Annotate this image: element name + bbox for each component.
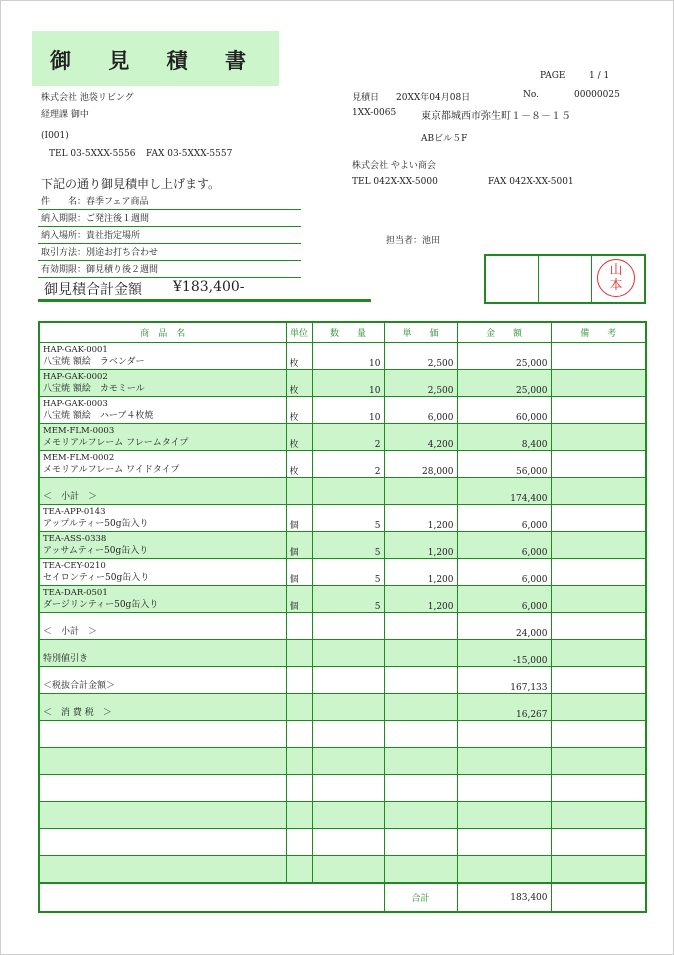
total-amount-label: 御見積合計金額 [44, 282, 142, 298]
cell-note [551, 478, 646, 505]
total-amount: 183,400 [457, 883, 551, 912]
cell-note [551, 451, 646, 478]
cell-note [551, 667, 646, 694]
item-code: MEM-FLM-0003 [43, 426, 115, 436]
cell-amount: 6,000 [457, 532, 551, 559]
cell-price [384, 829, 457, 856]
cell-price [384, 640, 457, 667]
cell-price: 1,200 [384, 586, 457, 613]
total-amount-block [38, 277, 371, 302]
cell-qty [312, 640, 384, 667]
cell-item [39, 640, 286, 667]
cell-unit: 枚 [286, 343, 312, 370]
item-name: 特別値引き [43, 654, 89, 664]
cell-amount [457, 721, 551, 748]
cell-qty [312, 748, 384, 775]
stamp-divider [538, 256, 539, 302]
cell-qty [312, 829, 384, 856]
cell-unit [286, 613, 312, 640]
item-name: ＜ 消 費 税 ＞ [43, 708, 112, 718]
cell-item [39, 343, 286, 370]
item-code: MEM-FLM-0002 [43, 453, 115, 463]
cell-price [384, 694, 457, 721]
issuer-company: 株式会社 やよい商会 [352, 161, 436, 171]
table-row [39, 505, 646, 532]
cell-amount [457, 829, 551, 856]
cell-item [39, 667, 286, 694]
cell-note [551, 613, 646, 640]
item-name: ＜ 小計 ＞ [43, 627, 98, 637]
item-name: 八宝焼 額絵 カモミール [43, 384, 145, 394]
cell-qty [312, 775, 384, 802]
intro-text: 下記の通り御見積申し上げます。 [41, 177, 221, 191]
cell-amount: 8,400 [457, 424, 551, 451]
table-row [39, 802, 646, 829]
cell-unit [286, 748, 312, 775]
item-name: セイロンティー50g缶入り [43, 573, 150, 583]
cell-item [39, 829, 286, 856]
cell-note [551, 559, 646, 586]
item-name: メモリアルフレーム ワイドタイプ [43, 465, 180, 475]
item-code: TEA-APP-0143 [43, 507, 106, 517]
cell-qty: 10 [312, 343, 384, 370]
item-name: アップルティー50g缶入り [43, 519, 149, 529]
total-spacer [39, 883, 384, 912]
items-table [38, 321, 647, 913]
cell-qty: 10 [312, 397, 384, 424]
total-note [551, 883, 646, 912]
client-company: 株式会社 池袋リビング [41, 93, 134, 103]
cell-note [551, 721, 646, 748]
issuer-tel: TEL 042X-XX-5000 [352, 177, 438, 187]
cell-amount: -15,000 [457, 640, 551, 667]
cell-amount [457, 775, 551, 802]
cell-qty: 2 [312, 451, 384, 478]
cell-price [384, 802, 457, 829]
approval-stamp-box [484, 254, 646, 304]
cell-amount: 60,000 [457, 397, 551, 424]
cell-amount: 16,267 [457, 694, 551, 721]
table-row [39, 613, 646, 640]
cell-amount: 25,000 [457, 370, 551, 397]
cell-unit: 個 [286, 559, 312, 586]
item-name: ＜税抜合計金額＞ [43, 681, 116, 691]
cell-unit: 枚 [286, 451, 312, 478]
cell-note [551, 775, 646, 802]
cell-item [39, 424, 286, 451]
item-name: ＜ 小計 ＞ [43, 492, 98, 502]
header-price: 単 価 [384, 322, 457, 343]
issuer-person: 担当者：池田 [386, 236, 441, 246]
cell-price [384, 721, 457, 748]
cell-price [384, 775, 457, 802]
issuer-postal: 1XX-0065 [352, 108, 397, 118]
cell-item [39, 370, 286, 397]
cell-qty [312, 856, 384, 884]
cell-unit: 個 [286, 532, 312, 559]
cell-amount [457, 748, 551, 775]
cell-item [39, 775, 286, 802]
cell-qty: 10 [312, 370, 384, 397]
quote-date: 20XX年04月08日 [396, 93, 471, 103]
cell-price: 1,200 [384, 559, 457, 586]
condition-row: 取引方法：別途お打ち合わせ [38, 244, 301, 261]
cell-item [39, 802, 286, 829]
cell-qty [312, 667, 384, 694]
table-row [39, 586, 646, 613]
table-row [39, 397, 646, 424]
quote-date-label: 見積日 [352, 93, 380, 103]
cell-note [551, 505, 646, 532]
issuer-fax: FAX 042X-XX-5001 [488, 177, 574, 187]
issuer-address: 東京都城西市弥生町１－８－１５ [421, 111, 571, 122]
cell-unit [286, 478, 312, 505]
item-name: 八宝焼 額絵 ハーブ４枚焼 [43, 411, 154, 421]
cell-price: 6,000 [384, 397, 457, 424]
cell-unit [286, 640, 312, 667]
table-header-row [39, 322, 646, 343]
cell-price [384, 478, 457, 505]
cell-unit [286, 694, 312, 721]
client-dept: 経理課 御中 [41, 110, 89, 120]
table-row [39, 667, 646, 694]
cell-item [39, 748, 286, 775]
table-row [39, 532, 646, 559]
cell-qty: 2 [312, 424, 384, 451]
cell-price: 1,200 [384, 505, 457, 532]
item-code: TEA-ASS-0338 [43, 534, 107, 544]
cell-price: 4,200 [384, 424, 457, 451]
cell-price: 28,000 [384, 451, 457, 478]
cell-qty: 5 [312, 586, 384, 613]
table-row [39, 856, 646, 884]
cell-price [384, 667, 457, 694]
total-row [39, 883, 646, 912]
total-amount-value: ¥183,400- [173, 279, 245, 295]
cell-amount: 24,000 [457, 613, 551, 640]
cell-unit [286, 802, 312, 829]
item-code: TEA-DAR-0501 [43, 588, 108, 598]
condition-row: 納入期限：ご発注後１週間 [38, 210, 301, 227]
table-row [39, 478, 646, 505]
cell-note [551, 748, 646, 775]
table-row [39, 748, 646, 775]
table-row [39, 694, 646, 721]
table-row [39, 829, 646, 856]
cell-unit [286, 721, 312, 748]
header-qty: 数 量 [312, 322, 384, 343]
cell-note [551, 424, 646, 451]
issuer-building: ABビル５F [421, 134, 468, 144]
item-code: HAP-GAK-0003 [43, 399, 108, 409]
condition-row: 有効期限：御見積り後２週間 [38, 261, 301, 278]
client-fax: FAX 03-5XXX-5557 [146, 149, 233, 159]
cell-note [551, 397, 646, 424]
cell-item [39, 694, 286, 721]
page-label: PAGE [540, 71, 566, 81]
cell-amount: 167,133 [457, 667, 551, 694]
cell-note [551, 640, 646, 667]
table-row [39, 721, 646, 748]
cell-qty: 5 [312, 505, 384, 532]
cell-price [384, 613, 457, 640]
page-number: 1 / 1 [589, 71, 610, 81]
item-code: HAP-GAK-0002 [43, 372, 108, 382]
item-code: TEA-CEY-0210 [43, 561, 106, 571]
item-name: アッサムティー50g缶入り [43, 546, 149, 556]
cell-unit: 枚 [286, 370, 312, 397]
cell-note [551, 802, 646, 829]
cell-item [39, 586, 286, 613]
cell-unit: 枚 [286, 424, 312, 451]
table-row [39, 370, 646, 397]
cell-qty: 5 [312, 559, 384, 586]
cell-note [551, 343, 646, 370]
cell-amount: 56,000 [457, 451, 551, 478]
cell-item [39, 532, 286, 559]
header-note: 備 考 [551, 322, 646, 343]
client-tel: TEL 03-5XXX-5556 [49, 149, 136, 159]
table-row [39, 343, 646, 370]
quote-no-label: No. [523, 90, 539, 100]
cell-note [551, 532, 646, 559]
cell-item [39, 397, 286, 424]
hanko-seal: 山 本 [597, 259, 635, 297]
cell-price: 1,200 [384, 532, 457, 559]
header-name: 商 品 名 [39, 322, 286, 343]
cell-unit [286, 856, 312, 884]
cell-item [39, 856, 286, 884]
cell-unit [286, 829, 312, 856]
condition-row: 納入場所：貴社指定場所 [38, 227, 301, 244]
quote-no: 00000025 [574, 90, 620, 100]
cell-qty [312, 802, 384, 829]
item-name: メモリアルフレーム フレームタイプ [43, 438, 189, 448]
cell-amount: 6,000 [457, 505, 551, 532]
cell-item [39, 478, 286, 505]
header-amount: 金 額 [457, 322, 551, 343]
cell-qty [312, 694, 384, 721]
cell-price: 2,500 [384, 370, 457, 397]
table-row [39, 775, 646, 802]
cell-item [39, 613, 286, 640]
client-code: (I001) [41, 131, 69, 141]
cell-note [551, 370, 646, 397]
cell-amount: 25,000 [457, 343, 551, 370]
table-row [39, 424, 646, 451]
cell-price: 2,500 [384, 343, 457, 370]
table-row [39, 640, 646, 667]
cell-qty [312, 613, 384, 640]
document-title: 御 見 積 書 [50, 49, 261, 73]
cell-item [39, 505, 286, 532]
header-unit: 単位 [286, 322, 312, 343]
cell-note [551, 856, 646, 884]
item-name: ダージリンティー50g缶入り [43, 600, 159, 610]
cell-note [551, 694, 646, 721]
cell-unit: 個 [286, 586, 312, 613]
cell-qty [312, 478, 384, 505]
table-row [39, 451, 646, 478]
condition-row: 件 名：春季フェア商品 [38, 193, 301, 210]
item-name: 八宝焼 額絵 ラベンダー [43, 357, 145, 367]
total-label: 合計 [384, 883, 457, 912]
table-row [39, 559, 646, 586]
cell-item [39, 559, 286, 586]
cell-amount: 6,000 [457, 586, 551, 613]
cell-note [551, 829, 646, 856]
cell-qty [312, 721, 384, 748]
cell-price [384, 856, 457, 884]
cell-unit: 枚 [286, 397, 312, 424]
cell-unit: 個 [286, 505, 312, 532]
stamp-divider [591, 256, 592, 302]
cell-amount [457, 802, 551, 829]
cell-amount: 174,400 [457, 478, 551, 505]
item-code: HAP-GAK-0001 [43, 345, 108, 355]
cell-item [39, 451, 286, 478]
cell-amount [457, 856, 551, 884]
cell-amount: 6,000 [457, 559, 551, 586]
cell-unit [286, 775, 312, 802]
cell-price [384, 748, 457, 775]
cell-unit [286, 667, 312, 694]
cell-qty: 5 [312, 532, 384, 559]
cell-item [39, 721, 286, 748]
cell-note [551, 586, 646, 613]
